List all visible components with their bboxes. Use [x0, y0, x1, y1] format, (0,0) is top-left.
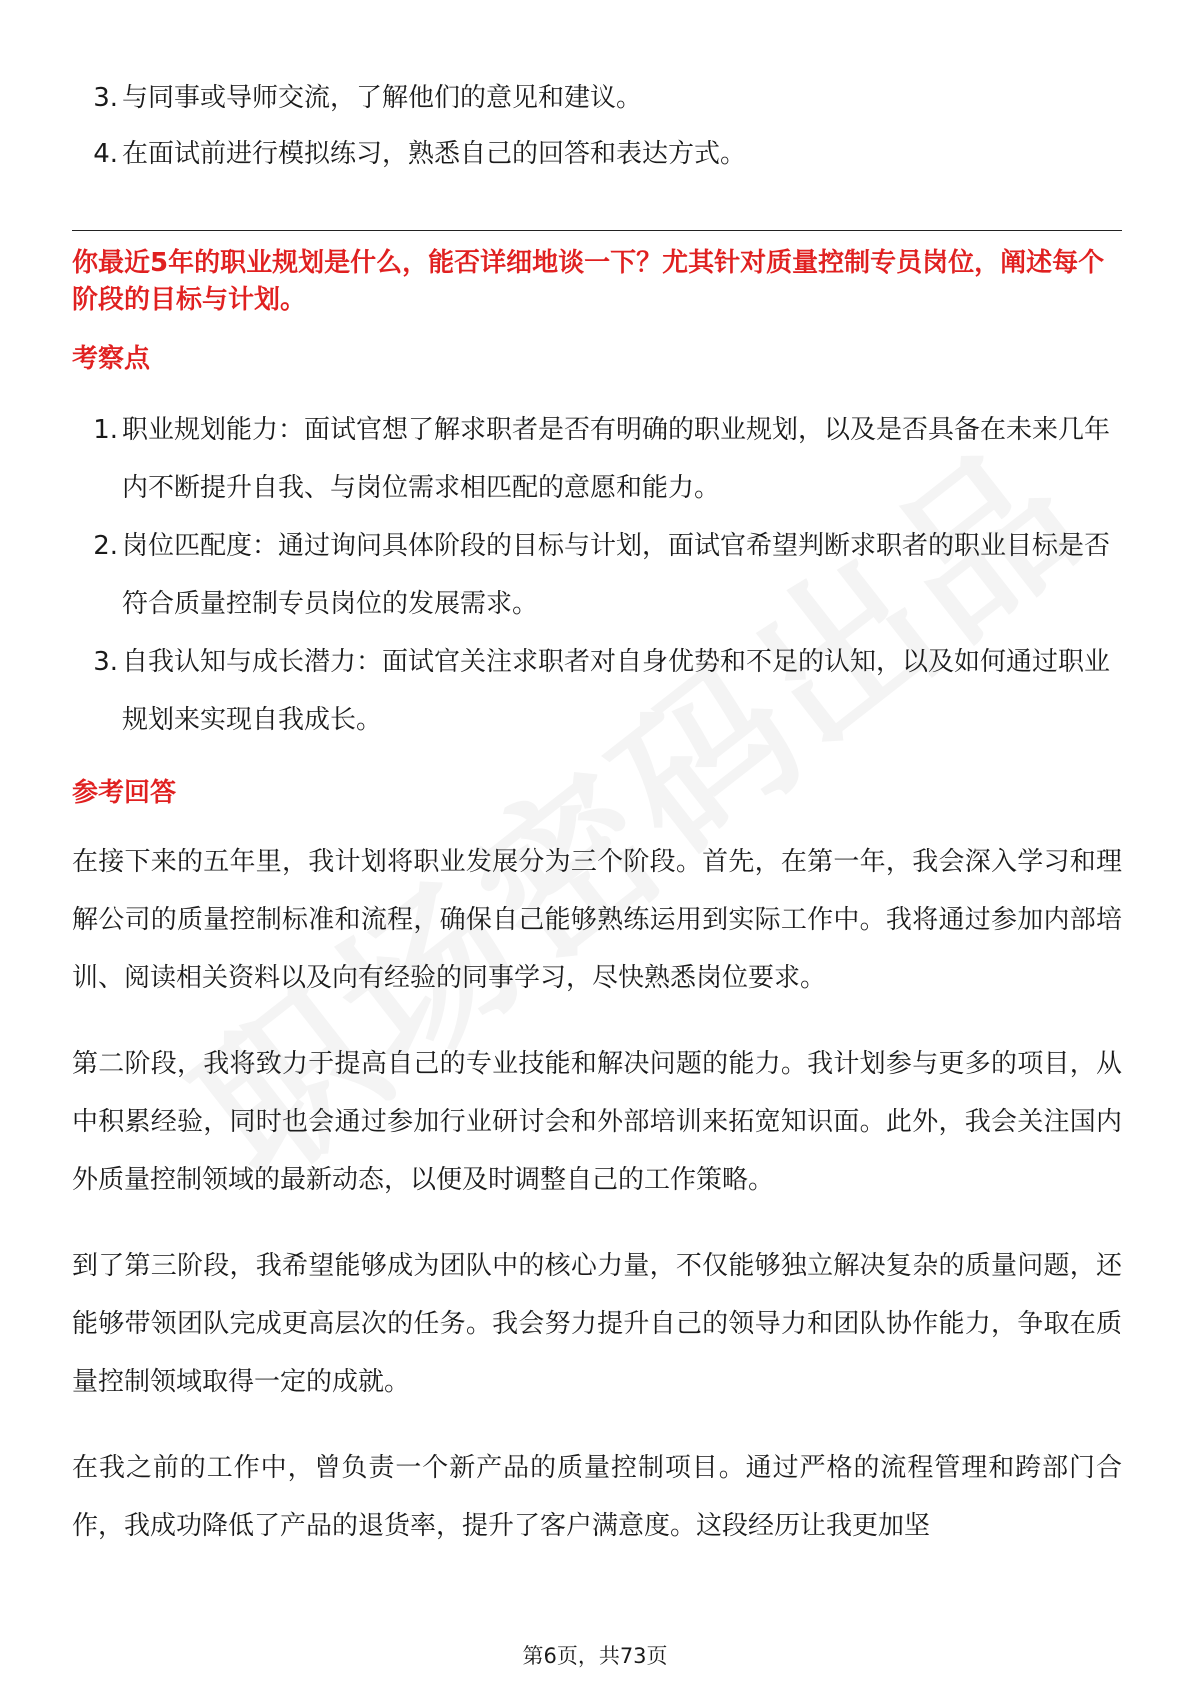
answer-paragraph: 在接下来的五年里，我计划将职业发展分为三个阶段。首先，在第一年，我会深入学习和理解公司的质量控制标准和流程，确保自己能够熟练运用到实际工作中。我将通过参加内部培训、阅读相关资料以及向有经验的同事学习，尽快熟悉岗位要求。 [72, 847, 1122, 993]
list-number: 3. [93, 83, 118, 113]
list-text: 岗位匹配度：通过询问具体阶段的目标与计划，面试官希望判断求职者的职业目标是否符合质量控制专员岗位的发展需求。 [122, 531, 1111, 619]
section-title-focus-points: 考察点 [72, 344, 151, 374]
previous-list [72, 70, 1122, 182]
answer-paragraph: 到了第三阶段，我希望能够成为团队中的核心力量，不仅能够独立解决复杂的质量问题，还能够带领团队完成更高层次的任务。我会努力提升自己的领导力和团队协作能力，争取在质量控制领域取得一定的成就。 [72, 1251, 1122, 1397]
answer-paragraph: 第二阶段，我将致力于提高自己的专业技能和解决问题的能力。我计划参与更多的项目，从中积累经验，同时也会通过参加行业研讨会和外部培训来拓宽知识面。此外，我会关注国内外质量控制领域的最新动态，以便及时调整自己的工作策略。 [72, 1049, 1122, 1195]
list-text: 职业规划能力：面试官想了解求职者是否有明确的职业规划，以及是否具备在未来几年内不断提升自我、与岗位需求相匹配的意愿和能力。 [122, 415, 1111, 503]
section-title-reference-answer: 参考回答 [72, 778, 177, 808]
list-number: 2. [93, 531, 118, 561]
list-number: 1. [93, 415, 118, 445]
list-number: 4. [93, 139, 118, 169]
question-heading: 你最近5年的职业规划是什么，能否详细地谈一下？尤其针对质量控制专员岗位，阐述每个阶段的目标与计划。 [72, 248, 1105, 315]
page-content [72, 70, 1122, 1555]
list-text: 在面试前进行模拟练习，熟悉自己的回答和表达方式。 [122, 139, 747, 169]
list-item [72, 633, 1122, 749]
list-item [72, 70, 1122, 126]
page-number-footer: 第6页，共73页 [522, 1644, 668, 1668]
section-divider [72, 230, 1122, 231]
list-item [72, 126, 1122, 182]
list-number: 3. [93, 647, 118, 677]
list-text: 与同事或导师交流，了解他们的意见和建议。 [122, 83, 643, 113]
list-item [72, 401, 1122, 517]
list-item [72, 517, 1122, 633]
answer-paragraph: 在我之前的工作中，曾负责一个新产品的质量控制项目。通过严格的流程管理和跨部门合作，我成功降低了产品的退货率，提升了客户满意度。这段经历让我更加坚 [72, 1453, 1122, 1541]
focus-points-list [72, 401, 1122, 749]
list-text: 自我认知与成长潜力：面试官关注求职者对自身优势和不足的认知，以及如何通过职业规划来实现自我成长。 [122, 647, 1111, 735]
